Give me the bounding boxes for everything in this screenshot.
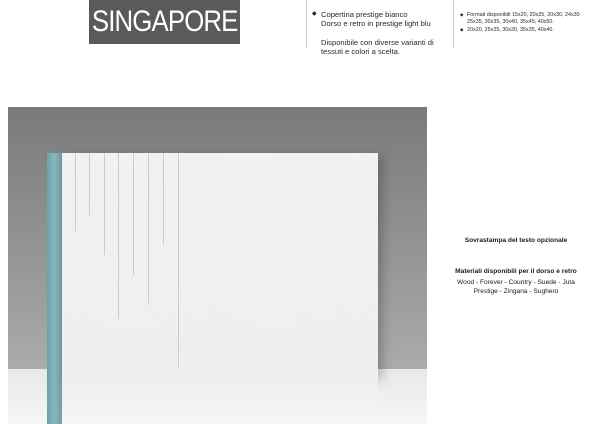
description-bullet: [312, 10, 447, 29]
square-formats-text: 20x20, 25x25, 30x30, 35x35, 40x40.: [467, 27, 554, 34]
formats-text: Formati disponibili 15x20, 20x25, 20x30, 24x30: [467, 12, 580, 18]
formats-bullet: [460, 12, 598, 25]
formats-bullet: [460, 27, 598, 34]
diamond-bullet-icon: ◆: [312, 11, 317, 17]
cover-groove: [178, 153, 179, 369]
overprint-label: Sovrastampa del testo opzionale: [464, 237, 568, 244]
column-divider: [453, 0, 454, 48]
album-photo: [8, 107, 427, 424]
materials-line: Wood - Forever - Country - Suede - Juta: [457, 279, 575, 286]
cover-groove: [148, 153, 149, 303]
diamond-bullet-icon: ◆: [460, 27, 464, 33]
variants-note-line: tessuti e colori a scelta.: [321, 47, 400, 57]
formats-text: 25x35, 30x35, 30x40, 35x45, 40x50.: [467, 18, 554, 25]
materials-block: [432, 268, 600, 296]
column-divider: [306, 0, 307, 48]
materials-line: Prestige - Zingana - Sughero: [473, 287, 559, 295]
cover-groove: [104, 153, 105, 255]
variants-note: [312, 38, 447, 57]
album-spine: [47, 153, 62, 424]
album-cover-lower: [62, 375, 378, 424]
diamond-bullet-icon: ◆: [460, 12, 464, 17]
description-column: [312, 10, 447, 57]
cover-groove: [133, 153, 134, 275]
cover-groove: [163, 153, 164, 245]
cover-groove: [89, 153, 90, 215]
formats-column: [460, 12, 598, 36]
cover-groove: [75, 153, 76, 231]
materials-list: [432, 279, 600, 296]
spine-material-text: Dorso e retro in prestige light blu: [321, 19, 431, 29]
title-banner: [89, 0, 240, 44]
album-cover: [62, 153, 378, 375]
variants-note-line: Disponibile con diverse varianti di: [321, 37, 434, 47]
product-title: SINGAPORE: [91, 5, 238, 38]
materials-heading: Materiali disponibili per il dorso e retro: [455, 268, 577, 275]
cover-material-text: Copertina prestige bianco: [321, 10, 408, 19]
cover-groove: [118, 153, 119, 319]
